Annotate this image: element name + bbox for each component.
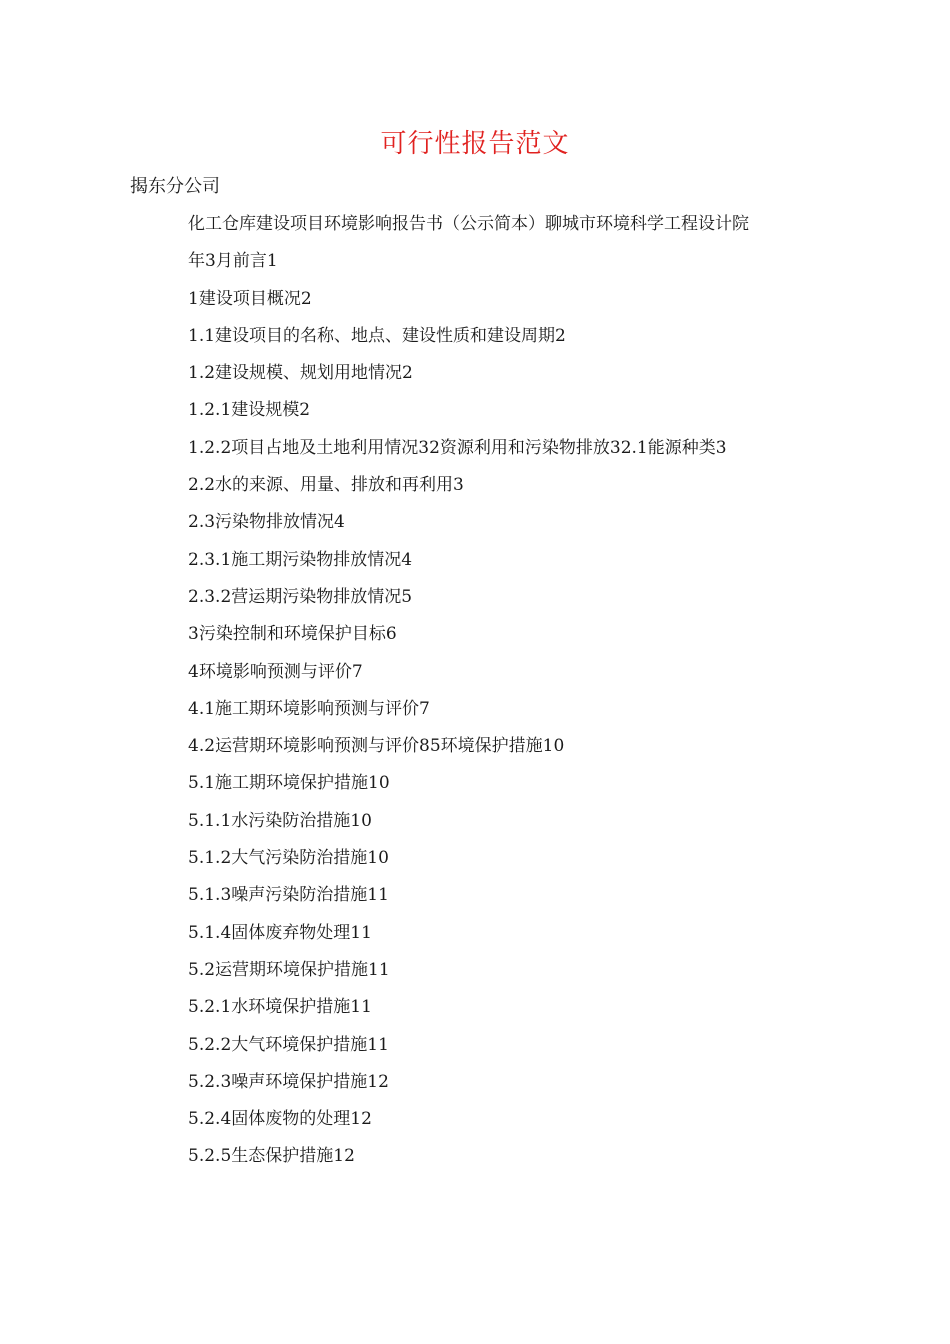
toc-entry: 1.2建设规模、规划用地情况2	[188, 363, 413, 384]
toc-entry: 3污染控制和环境保护目标6	[188, 624, 397, 645]
toc-entry: 4环境影响预测与评价7	[188, 661, 363, 682]
toc-entry: 2.3污染物排放情况4	[188, 512, 345, 533]
toc-entry: 1.2.1建设规模2	[188, 400, 311, 421]
toc-entry: 1.2.2项目占地及土地利用情况32资源利用和污染物排放32.1能源种类3	[188, 437, 727, 458]
toc-entry: 5.2.4固体废物的处理12	[188, 1109, 372, 1130]
toc-entry: 年3月前言1	[188, 251, 278, 272]
toc-entry: 4.1施工期环境影响预测与评价7	[188, 698, 430, 719]
table-of-contents	[188, 211, 888, 1181]
toc-entry: 5.1.1水污染防治措施10	[188, 810, 372, 831]
toc-entry: 5.1.3噪声污染防治措施11	[188, 885, 389, 906]
page-title: 可行性报告范文	[380, 129, 570, 159]
toc-entry: 2.3.2营运期污染物排放情况5	[188, 586, 413, 607]
toc-entry: 5.2.1水环境保护措施11	[188, 997, 372, 1018]
toc-entry: 5.2.3噪声环境保护措施12	[188, 1071, 389, 1092]
toc-entry: 5.2运营期环境保护措施11	[188, 959, 390, 980]
toc-entry: 5.1.4固体废弃物处理11	[188, 922, 372, 943]
toc-entry: 5.1.2大气污染防治措施10	[188, 848, 389, 869]
toc-entry: 4.2运营期环境影响预测与评价85环境保护措施10	[188, 736, 565, 757]
toc-entry: 5.1施工期环境保护措施10	[188, 773, 390, 794]
toc-entry: 化工仓库建设项目环境影响报告书（公示简本）聊城市环境科学工程设计院	[188, 214, 749, 234]
toc-entry: 1建设项目概况2	[188, 288, 312, 309]
toc-entry: 2.2水的来源、用量、排放和再利用3	[188, 475, 464, 496]
toc-entry: 5.2.5生态保护措施12	[188, 1146, 355, 1167]
toc-entry: 1.1建设项目的名称、地点、建设性质和建设周期2	[188, 325, 566, 346]
company-name: 揭东分公司	[130, 176, 220, 197]
toc-entry: 5.2.2大气环境保护措施11	[188, 1034, 389, 1055]
toc-entry: 2.3.1施工期污染物排放情况4	[188, 549, 413, 570]
